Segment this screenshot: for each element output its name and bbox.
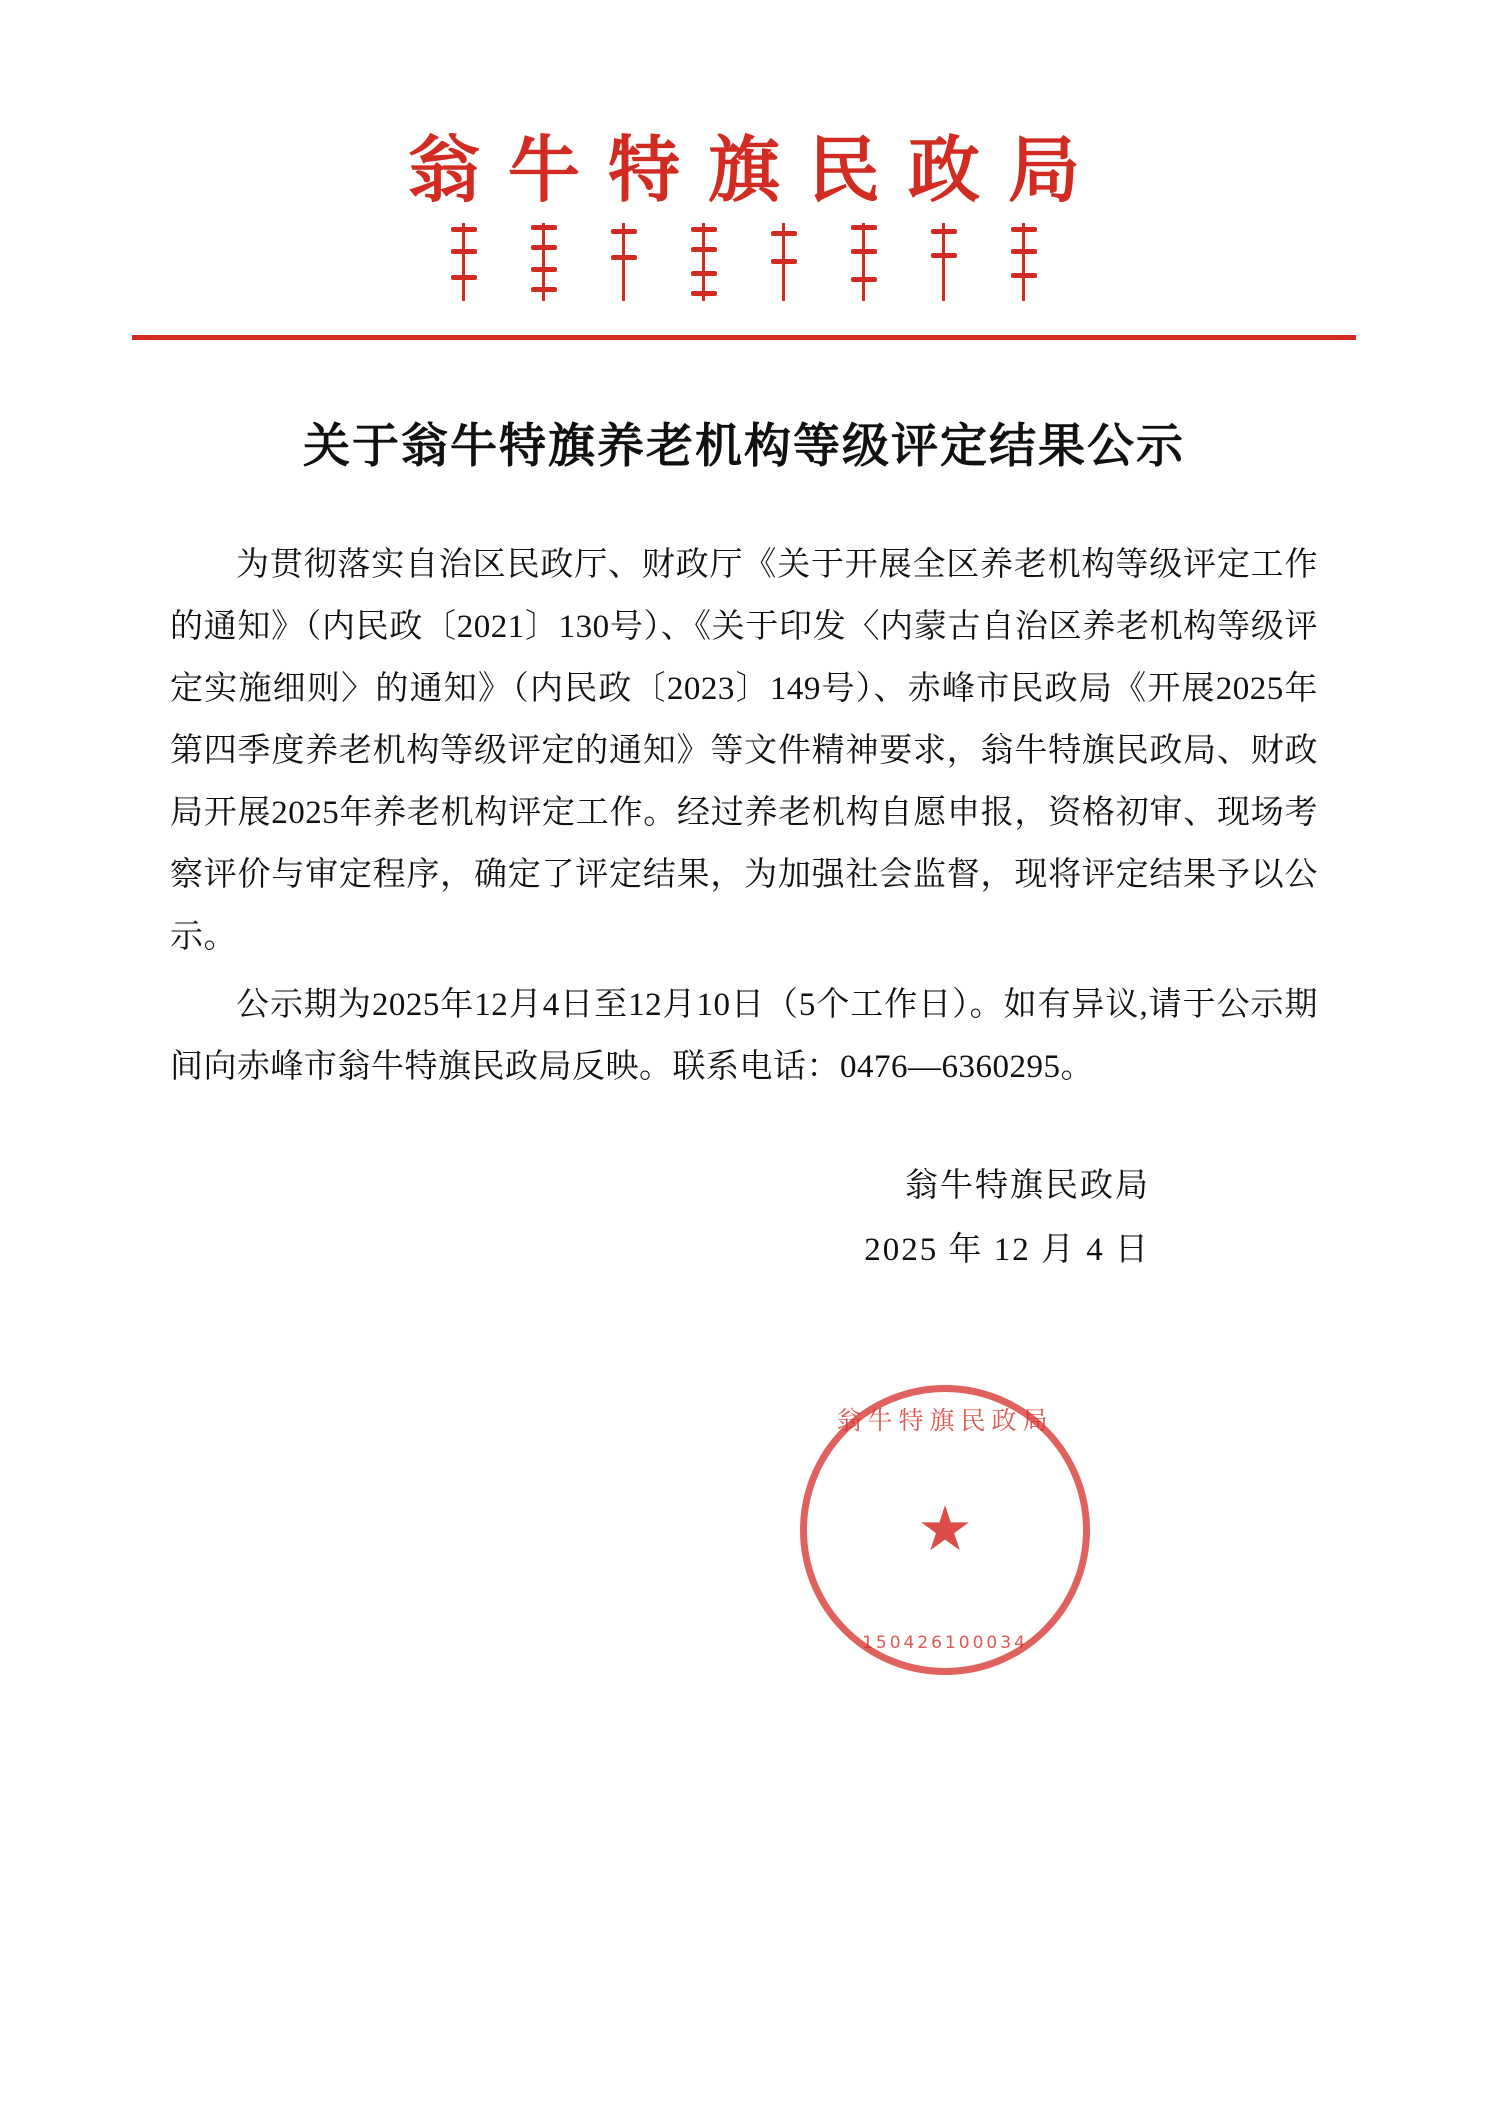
star-icon: ★ (917, 1496, 973, 1564)
mongolian-glyph (451, 219, 477, 305)
signature-organization: 翁牛特旗民政局 (905, 1167, 1150, 1204)
signature-date: 2025 年 12 月 4 日 (864, 1231, 1150, 1268)
mongolian-glyph (691, 219, 717, 305)
mongolian-glyph (531, 219, 557, 305)
seal-bottom-text: 150426100034 (862, 1633, 1028, 1653)
mongolian-script-row (170, 219, 1318, 309)
letterhead (170, 0, 1318, 347)
body-paragraph: 为贯彻落实自治区民政厅、财政厅《关于开展全区养老机构等级评定工作的通知》（内民政〔2021〕130号）、《关于印发〈内蒙古自治区养老机构等级评定实施细则〉的通知》（内民政〔2023〕149号）、赤峰市民政局《开展2025年第四季度养老机构等级评定的通知》等文件精神要求，翁牛特旗民政局、财政局开展2025年养老机构评定工作。经过养老机构自愿申报，资格初审、现场考察评价与审定程序，确定了评定结果，为加强社会监督，现将评定结果予以公示。 (170, 546, 1318, 955)
body-paragraph: 公示期为2025年12月4日至12月10日（5个工作日）。如有异议,请于公示期间向赤峰市翁牛特旗民政局反映。联系电话：0476—6360295。 (170, 986, 1318, 1085)
official-seal (800, 1385, 1090, 1675)
page-title: 关于翁牛特旗养老机构等级评定结果公示 (303, 420, 1185, 473)
seal-outer-ring (800, 1385, 1090, 1675)
header-divider-line (132, 335, 1356, 340)
mongolian-glyph (611, 219, 637, 305)
mongolian-glyph (1011, 219, 1037, 305)
organization-title: 翁牛特旗民政局 (407, 131, 1108, 211)
mongolian-glyph (851, 219, 877, 305)
mongolian-glyph (931, 219, 957, 305)
signature-block (170, 1154, 1318, 1282)
mongolian-glyph (771, 219, 797, 305)
document-body (170, 534, 1318, 1098)
header-divider (170, 335, 1318, 347)
seal-top-text: 翁牛特旗民政局 (836, 1408, 1054, 1435)
